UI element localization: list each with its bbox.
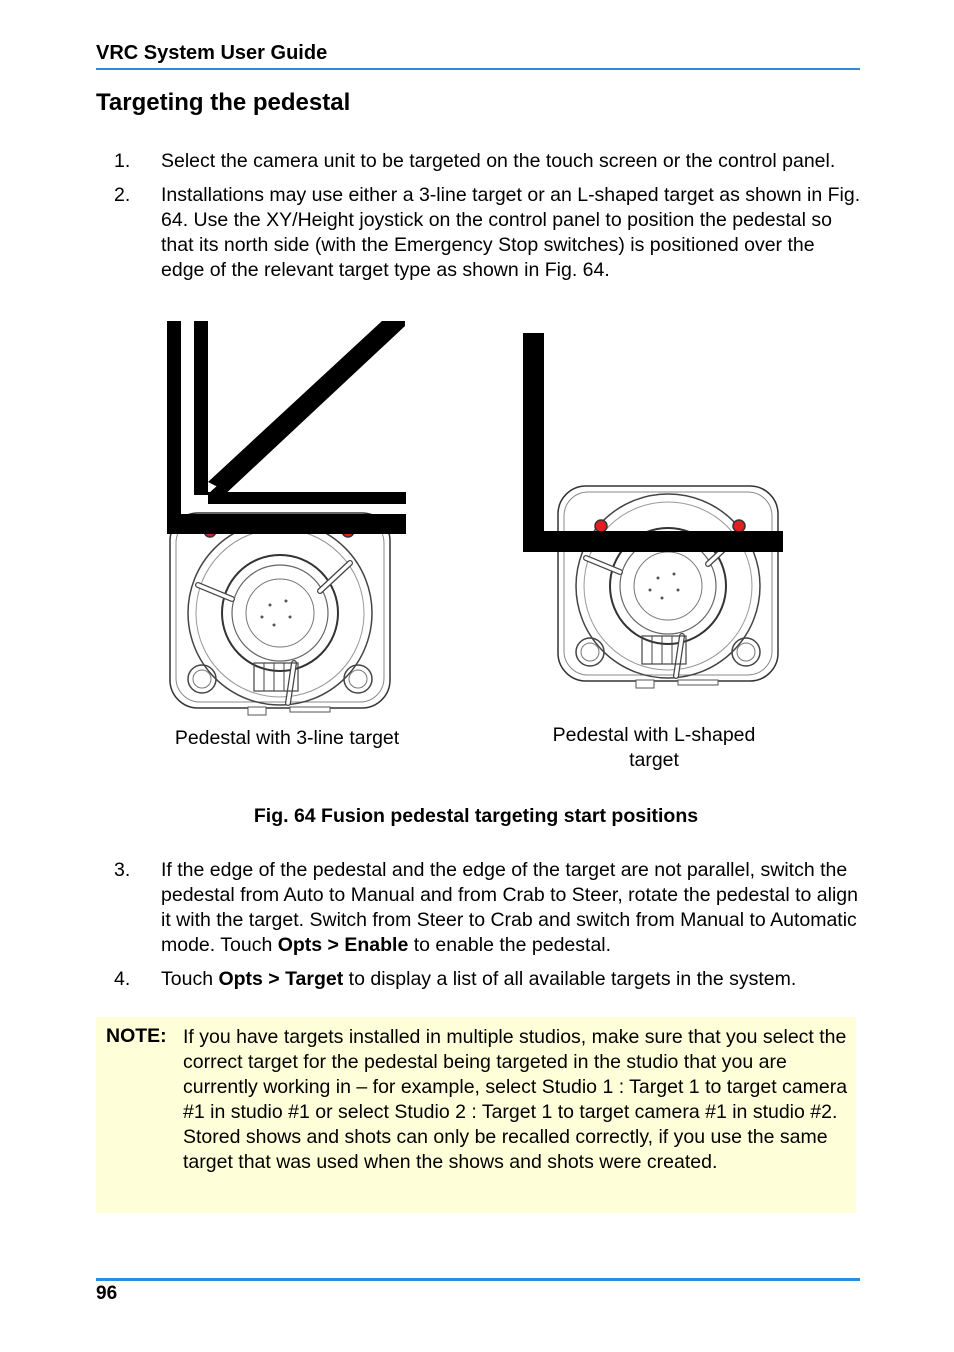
figure-64 xyxy=(160,318,800,718)
footer-rule xyxy=(96,1278,860,1281)
note-box xyxy=(96,1017,856,1213)
step-text: Select the camera unit to be targeted on the touch screen or the control panel. xyxy=(161,150,836,172)
figure-caption: Fig. 64 Fusion pedestal targeting start positions xyxy=(253,805,699,827)
step-text: Installations may use either a 3-line target or an L-shaped target as shown in Fig. 64. Use the XY/Height joystick on the control panel to position the pedestal so that its north side (with the Emergency Stop switches) is positioned over the edge of the relevant target type as shown in Fig. 64. xyxy=(161,184,861,281)
step-text xyxy=(161,967,861,992)
step-text-part: Touch xyxy=(161,968,219,990)
step-menu-path: Opts > Target xyxy=(218,968,344,990)
step-text-part: to enable the pedestal. xyxy=(408,934,612,956)
note-label: NOTE: xyxy=(106,1025,167,1047)
pedestal-3line xyxy=(170,513,390,715)
caption-3line: Pedestal with 3-line target xyxy=(174,727,400,749)
step-number: 1. xyxy=(114,150,131,172)
step-number: 2. xyxy=(114,184,131,206)
pedestal-targets-illustration xyxy=(160,318,800,718)
target-3line xyxy=(167,321,406,534)
step-text-part: If the edge of the pedestal and the edge of the target are not parallel, switch the pedestal from Auto to Manual and from Crab to Steer, rotate the pedestal to align it with the target. Switch from Steer to Crab and switch from Manual to Automatic mode. Touch xyxy=(161,859,859,956)
note-text: If you have targets installed in multiple studios, make sure that you select the correct target for the pedestal being targeted in the studio that you are currently working in – for example, select Studio 1 : Target 1 to target camera #1 in studio #1 or select Studio 2 : Target 1 to target camera #1 in studio #2. Stored shows and shots can only be recalled correctly, if you use the same target that was used when the shows and shots were created. xyxy=(183,1026,848,1173)
step-number: 4. xyxy=(114,968,131,990)
step-text xyxy=(161,858,861,958)
step-text-part: to display a list of all available targets in the system. xyxy=(343,968,797,990)
estop-left-lshape xyxy=(595,520,607,532)
step-menu-path: Opts > Enable xyxy=(277,934,409,956)
page-number: 96 xyxy=(96,1283,118,1304)
pedestal-lshape xyxy=(558,486,778,688)
step-number: 3. xyxy=(114,859,131,881)
estop-right-lshape xyxy=(733,520,745,532)
caption-lshape: Pedestal with L-shaped target xyxy=(552,724,756,771)
section-title: Targeting the pedestal xyxy=(96,89,351,116)
header-rule xyxy=(96,68,860,70)
header-title: VRC System User Guide xyxy=(96,42,328,64)
